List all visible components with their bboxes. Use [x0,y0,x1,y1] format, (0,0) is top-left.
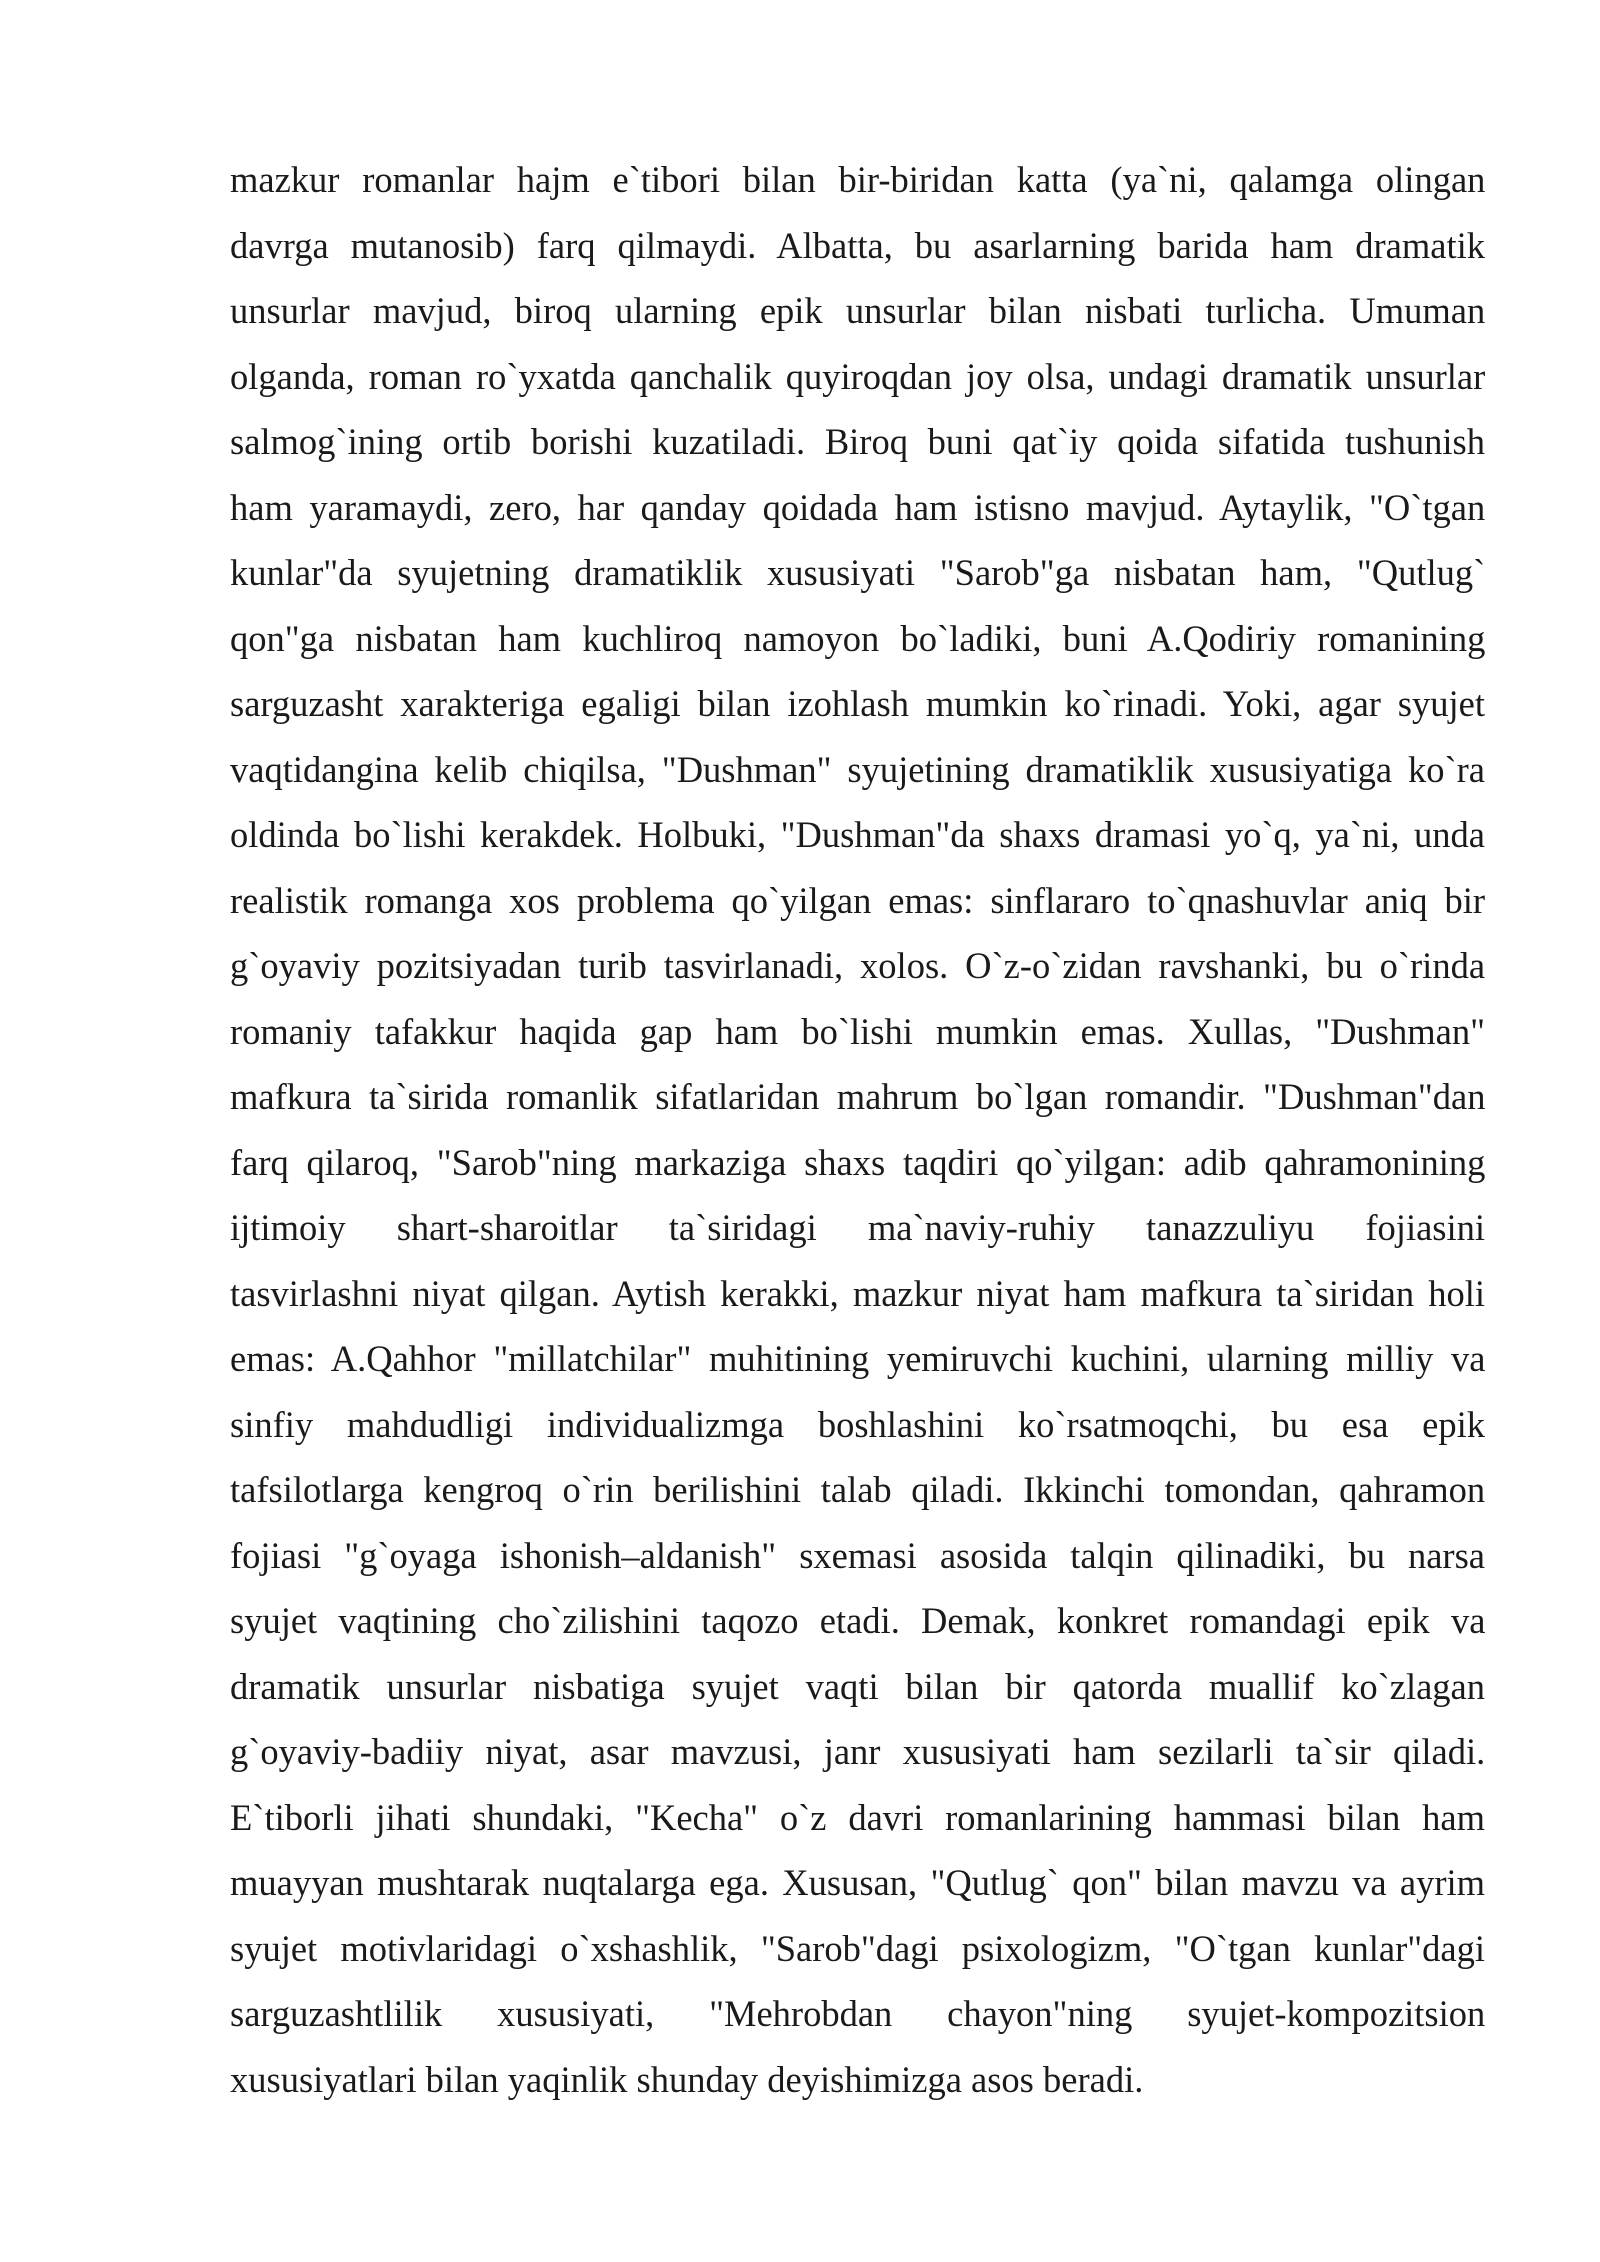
text-line: xususiyatlari bilan yaqinlik shunday deyishimizga asos beradi. [230,2058,1144,2100]
text-line: g`oyaviy-badiiy niyat, asar mavzusi, janr xususiyati ham sezilarli ta`sir qiladi. [230,1731,1485,1772]
text-line: oldinda bo`lishi kerakdek. Holbuki, "Dushman"da shaxs dramasi yo`q, ya`ni, unda [230,814,1485,855]
text-line: mafkura ta`sirida romanlik sifatlaridan mahrum bo`lgan romandir. "Dushman"dan [230,1076,1485,1117]
text-line: salmog`ining ortib borishi kuzatiladi. Biroq buni qat`iy qoida sifatida tushunish [230,421,1485,462]
text-line: qon"ga nisbatan ham kuchliroq namoyon bo`ladiki, buni A.Qodiriy romanining [230,617,1485,659]
text-line: mazkur romanlar hajm e`tibori bilan bir-biridan katta (ya`ni, qalamga olingan [230,159,1485,200]
text-line: sarguzasht xarakteriga egaligi bilan izohlash mumkin ko`rinadi. Yoki, agar syujet [230,683,1485,724]
text-line: syujet vaqtining cho`zilishini taqozo etadi. Demak, konkret romandagi epik va [230,1600,1485,1641]
text-line: davrga mutanosib) farq qilmaydi. Albatta, bu asarlarning barida ham dramatik [230,224,1485,266]
text-line: sarguzashtlilik xususiyati, "Mehrobdan chayon"ning syujet-kompozitsion [230,1993,1485,2034]
text-line: ham yaramaydi, zero, har qanday qoidada ham istisno mavjud. Aytaylik, "O`tgan [230,486,1485,528]
body-paragraph [230,147,1485,2112]
text-line: vaqtidangina kelib chiqilsa, "Dushman" syujetining dramatiklik xususiyatiga ko`ra [230,748,1485,790]
text-line: tafsilotlarga kengroq o`rin berilishini talab qiladi. Ikkinchi tomondan, qahramon [230,1469,1485,1510]
text-line: kunlar"da syujetning dramatiklik xususiyati "Sarob"ga nisbatan ham, "Qutlug` [230,552,1485,593]
text-line: tasvirlashni niyat qilgan. Aytish kerakki, mazkur niyat ham mafkura ta`siridan holi [230,1272,1485,1314]
text-line: realistik romanga xos problema qo`yilgan emas: sinflararo to`qnashuvlar aniq bir [230,879,1485,921]
text-line: fojiasi "g`oyaga ishonish–aldanish" sxemasi asosida talqin qilinadiki, bu narsa [230,1534,1485,1576]
text-line: emas: A.Qahhor "millatchilar" muhitining yemiruvchi kuchini, ularning milliy va [230,1338,1485,1379]
text-line: dramatik unsurlar nisbatiga syujet vaqti bilan bir qatorda muallif ko`zlagan [230,1665,1485,1707]
text-line: E`tiborli jihati shundaki, "Kecha" o`z davri romanlarining hammasi bilan ham [230,1796,1485,1838]
text-line: syujet motivlaridagi o`xshashlik, "Sarob"dagi psixologizm, "O`tgan kunlar"dagi [230,1927,1485,1969]
text-line: muayyan mushtarak nuqtalarga ega. Xususan, "Qutlug` qon" bilan mavzu va ayrim [230,1862,1485,1903]
text-line: romaniy tafakkur haqida gap ham bo`lishi mumkin emas. Xullas, "Dushman" [230,1010,1485,1052]
text-line: unsurlar mavjud, biroq ularning epik unsurlar bilan nisbati turlicha. Umuman [230,290,1485,331]
text-line: farq qilaroq, "Sarob"ning markaziga shaxs taqdiri qo`yilgan: adib qahramonining [230,1141,1485,1183]
text-line: ijtimoiy shart-sharoitlar ta`siridagi ma`naviy-ruhiy tanazzuliyu fojiasini [230,1207,1485,1248]
text-line: g`oyaviy pozitsiyadan turib tasvirlanadi, xolos. O`z-o`zidan ravshanki, bu o`rinda [230,945,1485,986]
text-line: olganda, roman ro`yxatda qanchalik quyiroqdan joy olsa, undagi dramatik unsurlar [230,355,1485,397]
text-line: sinfiy mahdudligi individualizmga boshlashini ko`rsatmoqchi, bu esa epik [230,1403,1485,1445]
